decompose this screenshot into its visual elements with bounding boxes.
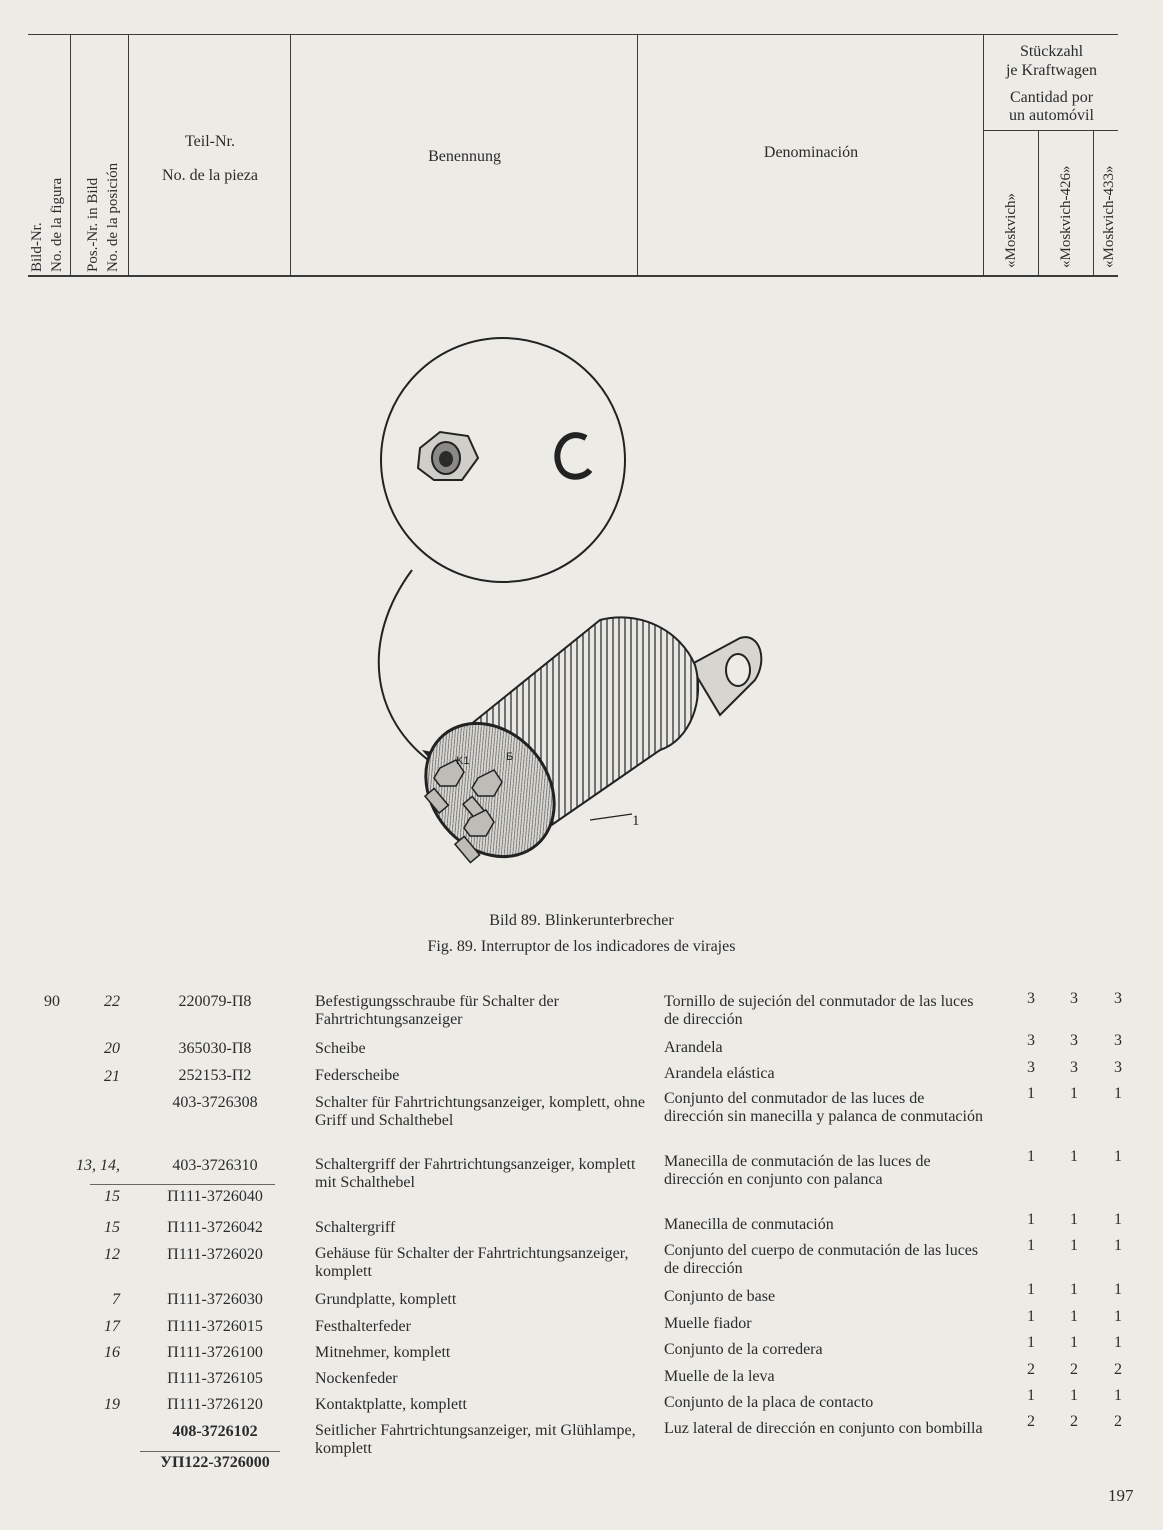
header-part-de: Teil-Nr.: [185, 133, 235, 150]
cell-part: 403-3726308: [172, 1094, 258, 1111]
cell-pos: 20: [104, 1040, 120, 1057]
cell-pos: 12: [104, 1246, 120, 1263]
header-part-es: No. de la pieza: [162, 167, 258, 184]
cell-es: Conjunto de la placa de contacto: [664, 1394, 874, 1411]
cell-qty-1: 1: [1027, 1281, 1035, 1298]
cell-qty-1: 1: [1027, 1085, 1035, 1102]
cell-de: Nockenfeder: [315, 1370, 398, 1387]
cell-pos: 21: [104, 1068, 120, 1085]
cell-es: Conjunto del cuerpo de conmutación de las luces de dirección: [664, 1242, 979, 1277]
cell-pos: 15: [104, 1219, 120, 1236]
cell-fig: 90: [44, 993, 60, 1010]
header-qty-de-1: Stückzahl: [1019, 43, 1084, 60]
header-model-1: «Moskvich»: [1003, 193, 1019, 268]
cell-es: Conjunto de la corredera: [664, 1341, 823, 1358]
header-fig-de: Bild-Nr.: [29, 222, 45, 272]
header-qty-de-2: je Kraftwagen: [1005, 62, 1098, 79]
col-divider: [290, 34, 291, 277]
arrow-line: [379, 570, 435, 765]
cell-es: Manecilla de conmutación de las luces de dirección en conjunto con palanca: [664, 1153, 931, 1188]
cell-qty-3: 2: [1114, 1413, 1122, 1430]
cell-de: Scheibe: [315, 1040, 366, 1057]
header-pos-de: Pos.-Nr. in Bild: [85, 177, 101, 272]
cell-es: Luz lateral de dirección en conjunto con bombilla: [664, 1420, 983, 1437]
cell-es: Conjunto de base: [664, 1288, 776, 1305]
header-top-rule: [28, 34, 1118, 35]
cell-de: Befestigungsschraube für Schalter der Fahrtrichtungsanzeiger: [315, 993, 559, 1028]
cell-qty-3: 3: [1114, 990, 1122, 1007]
cell-pos: 19: [104, 1396, 120, 1413]
header-qty-es-1: Cantidad por: [1009, 89, 1094, 106]
cell-qty-2: 1: [1070, 1334, 1078, 1351]
cell-de: Seitlicher Fahrtrichtungsanzeiger, mit Glühlampe, komplett: [315, 1422, 636, 1457]
header-fig-es: No. de la figura: [49, 177, 65, 272]
row-rule: [140, 1451, 280, 1452]
col-divider: [128, 34, 129, 277]
col-divider: [70, 34, 71, 277]
cell-es: Tornillo de sujeción del conmutador de las luces de dirección: [664, 993, 974, 1028]
cell-qty-3: 1: [1114, 1308, 1122, 1325]
cell-de: Schalter für Fahrtrichtungsanzeiger, komplett, ohne Griff und Schalthebel: [315, 1094, 645, 1129]
cell-qty-2: 1: [1070, 1085, 1078, 1102]
header-model-3: «Moskvich-433»: [1101, 165, 1117, 268]
spring-washer-icon: [557, 435, 590, 477]
cell-qty-1: 1: [1027, 1308, 1035, 1325]
figure-caption-de: Bild 89. Blinkerunterbrecher: [489, 912, 674, 929]
cell-de: Gehäuse für Schalter der Fahrtrichtungsanzeiger, komplett: [315, 1245, 629, 1280]
cell-part: 408-3726102: [172, 1423, 258, 1440]
cell-part: П111-3726100: [167, 1344, 263, 1361]
header-benennung: Benennung: [428, 148, 501, 165]
figure-caption-es: Fig. 89. Interruptor de los indicadores de virajes: [427, 938, 736, 955]
cell-part: П111-3726040: [167, 1188, 263, 1205]
cell-qty-2: 1: [1070, 1148, 1078, 1165]
cell-qty-1: 1: [1027, 1334, 1035, 1351]
header-model-2: «Moskvich-426»: [1058, 165, 1074, 268]
cell-de: Festhalterfeder: [315, 1318, 411, 1335]
cell-de: Schaltergriff: [315, 1219, 396, 1236]
cell-part: П111-3726042: [167, 1219, 263, 1236]
cell-qty-3: 1: [1114, 1281, 1122, 1298]
cell-qty-2: 3: [1070, 1032, 1078, 1049]
cell-qty-1: 1: [1027, 1211, 1035, 1228]
col-divider: [637, 34, 638, 277]
cell-es: Muelle fiador: [664, 1315, 752, 1332]
cell-qty-2: 1: [1070, 1308, 1078, 1325]
cell-part: П111-3726120: [167, 1396, 263, 1413]
col-divider: [1038, 130, 1039, 277]
relay-body: [399, 617, 761, 880]
cell-es: Manecilla de conmutación: [664, 1216, 834, 1233]
cell-part: П111-3726015: [167, 1318, 263, 1335]
cell-qty-1: 3: [1027, 1032, 1035, 1049]
col-divider: [1093, 130, 1094, 277]
cell-qty-1: 2: [1027, 1413, 1035, 1430]
header-denominacion: Denominación: [763, 144, 859, 161]
cell-pos: 17: [104, 1318, 120, 1335]
cell-part: 252153-П2: [178, 1067, 252, 1084]
cell-qty-2: 2: [1070, 1361, 1078, 1378]
cell-part: П111-3726020: [167, 1246, 263, 1263]
cell-qty-1: 3: [1027, 990, 1035, 1007]
cell-part: П111-3726105: [167, 1370, 263, 1387]
cell-part: 365030-П8: [178, 1040, 252, 1057]
cell-es: Arandela: [664, 1039, 723, 1056]
cell-qty-3: 1: [1114, 1211, 1122, 1228]
cell-qty-1: 1: [1027, 1387, 1035, 1404]
cell-qty-1: 2: [1027, 1361, 1035, 1378]
cell-qty-3: 1: [1114, 1387, 1122, 1404]
cell-de: Kontaktplatte, komplett: [315, 1396, 467, 1413]
cell-part: П111-3726030: [167, 1291, 263, 1308]
cell-qty-2: 1: [1070, 1211, 1078, 1228]
cell-qty-1: 1: [1027, 1237, 1035, 1254]
cell-pos: 22: [104, 993, 120, 1010]
cell-qty-1: 3: [1027, 1059, 1035, 1076]
qty-divider: [983, 130, 1118, 131]
cell-qty-3: 1: [1114, 1334, 1122, 1351]
cell-part: 403-3726310: [172, 1157, 258, 1174]
cell-qty-2: 1: [1070, 1387, 1078, 1404]
cell-qty-2: 1: [1070, 1281, 1078, 1298]
cell-de: Grundplatte, komplett: [315, 1291, 457, 1308]
cell-qty-1: 1: [1027, 1148, 1035, 1165]
cell-qty-3: 1: [1114, 1237, 1122, 1254]
cell-qty-2: 3: [1070, 990, 1078, 1007]
cell-de: Schaltergriff der Fahrtrichtungsanzeiger, komplett mit Schalthebel: [315, 1156, 636, 1191]
cell-qty-2: 3: [1070, 1059, 1078, 1076]
cell-qty-2: 2: [1070, 1413, 1078, 1430]
cell-es: Arandela elástica: [664, 1065, 775, 1082]
header-qty-es-2: un automóvil: [1009, 107, 1094, 124]
flasher-relay-illustration: [360, 320, 800, 880]
row-rule: [90, 1184, 275, 1185]
cell-qty-3: 1: [1114, 1148, 1122, 1165]
header-pos-es: No. de la posición: [105, 162, 121, 272]
page-number: 197: [1108, 1486, 1134, 1505]
cell-qty-3: 1: [1114, 1085, 1122, 1102]
cell-pos: 7: [112, 1291, 120, 1308]
cell-de: Mitnehmer, komplett: [315, 1344, 451, 1361]
cell-pos: 15: [104, 1188, 120, 1205]
terminal-label-k1: K1: [456, 755, 470, 767]
detail-circle: [381, 338, 625, 582]
cell-de: Federscheibe: [315, 1067, 400, 1084]
cell-qty-3: 3: [1114, 1032, 1122, 1049]
cell-qty-3: 2: [1114, 1361, 1122, 1378]
callout-number: 1: [632, 813, 640, 829]
cell-es: Muelle de la leva: [664, 1368, 775, 1385]
cell-pos: 16: [104, 1344, 120, 1361]
cell-qty-2: 1: [1070, 1237, 1078, 1254]
nut-icon: [418, 432, 478, 480]
cell-es: Conjunto del conmutador de las luces de dirección sin manecilla y palanca de conmutación: [664, 1090, 983, 1125]
callout-line: [590, 814, 632, 820]
cell-part: 220079-П8: [178, 993, 252, 1010]
col-divider: [983, 34, 984, 277]
cell-qty-3: 3: [1114, 1059, 1122, 1076]
header-bottom-rule: [28, 275, 1118, 277]
cell-part: УП122-3726000: [160, 1454, 270, 1471]
cell-pos: 13, 14,: [76, 1157, 120, 1174]
terminal-label-b: Б: [506, 751, 514, 763]
